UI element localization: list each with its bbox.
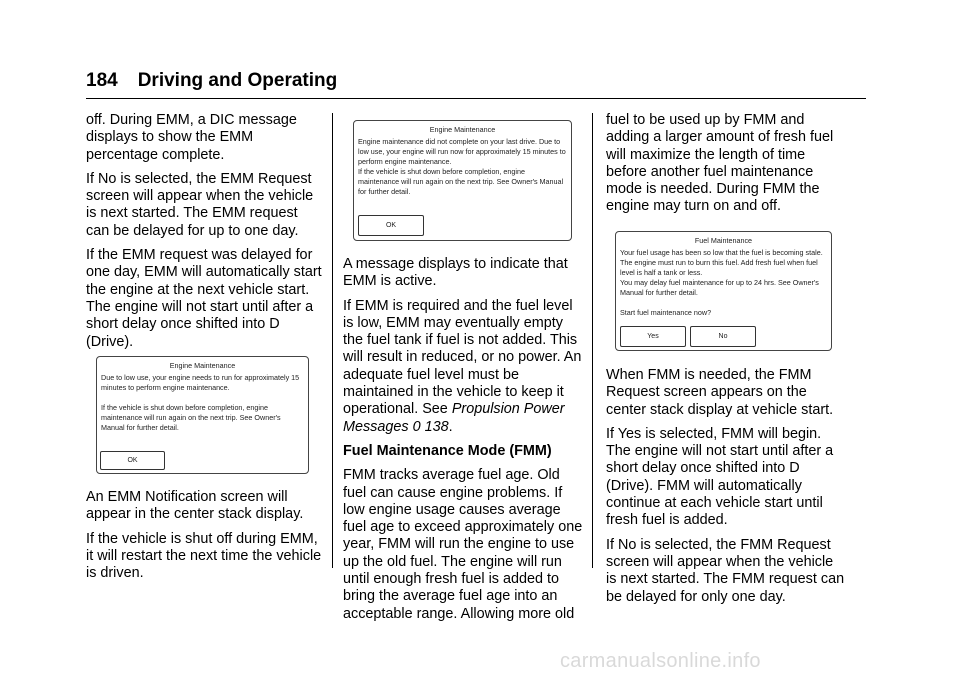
paragraph: If the EMM request was delayed for one day, EMM will automatically start the engine at the next vehicle start. The engine will not start until after a short delay once shifted into D (Drive). — [86, 247, 322, 350]
footer-watermark: carmanualsonline.info — [560, 650, 761, 672]
column-1-lower — [86, 489, 322, 589]
paragraph: If No is selected, the FMM Request screen will appear when the vehicle is next started. The FMM request can be delayed for only one day. — [606, 536, 845, 605]
page-reference: 0 138 — [412, 418, 449, 435]
paragraph: If the vehicle is shut off during EMM, it will restart the next time the vehicle is driven. — [86, 530, 322, 582]
column-2 — [343, 256, 583, 630]
header-rule — [86, 98, 866, 99]
screen-title: Engine Maintenance — [169, 361, 236, 370]
screen-message: Your fuel usage has been so low that the fuel is becoming stale. The engine must run to burn this fuel. Add fresh fuel when fuel level is half a tank or less. You may delay fuel maintenance for up to 24 hrs. See Owner's Manual for further detail. Start fuel maintenance now? — [620, 248, 823, 317]
column-divider-2 — [592, 113, 593, 568]
screen-title: Fuel Maintenance — [694, 236, 753, 245]
cross-reference-link[interactable]: Propulsion Power Messages — [343, 401, 565, 435]
paragraph: A message displays to indicate that EMM is active. — [343, 256, 568, 290]
yes-button[interactable]: Yes — [620, 326, 686, 347]
screen-message: Due to low use, your engine needs to run for approximately 15 minutes to perform engine maintenance. If the vehicle is shut down before completion, engine maintenance will run again on the next trip. See Owner's Manual for further detail. — [101, 373, 300, 432]
paragraph-text: If EMM is required and the fuel level is low, EMM may eventually empty the fuel tank if fuel is not added. This will result in reduced, or no power. An adequate fuel level must be maintained in the vehicle to keep it operational. See — [343, 297, 582, 418]
paragraph-end: . — [448, 418, 453, 435]
page-number: 184 — [86, 70, 118, 91]
no-button[interactable]: No — [690, 326, 756, 347]
paragraph: FMM tracks average fuel age. Old fuel can cause engine problems. If low engine usage causes average fuel age to exceed approximately one year, FMM will run the engine to use up the old fuel. The engine will run until enough fresh fuel is added to bring the average fuel age into an acceptable range. Allowing more old — [343, 467, 583, 622]
section-title: Driving and Operating — [137, 70, 338, 91]
screen-title: Engine Maintenance — [429, 125, 496, 134]
column-1 — [86, 112, 322, 358]
section-heading: Fuel Maintenance Mode (FMM) — [343, 442, 552, 459]
paragraph: When FMM is needed, the FMM Request screen appears on the center stack display at vehicle start. — [606, 367, 834, 418]
paragraph: If Yes is selected, FMM will begin. The engine will not start until after a short delay once shifted into D (Drive). FMM will automatically continue at each vehicle start until fresh fuel is added. — [606, 425, 834, 529]
column-3-lower — [606, 367, 846, 613]
ok-button[interactable]: OK — [358, 215, 424, 236]
column-3 — [606, 112, 846, 223]
screen-message: Engine maintenance did not complete on your last drive. Due to low use, your engine will run now for approximately 15 minutes to perform engine maintenance. If the vehicle is shut down before completion, engine maintenance will run again on the next trip. See Owner's Manual for further detail. — [358, 137, 566, 196]
page-header — [86, 70, 337, 92]
paragraph: fuel to be used up by FMM and adding a larger amount of fresh fuel will maximize the length of time before another fuel maintenance mode is needed. During FMM the engine may turn on and off. — [606, 112, 834, 215]
paragraph: off. During EMM, a DIC message displays to show the EMM percentage complete. — [86, 112, 297, 163]
column-divider-1 — [332, 113, 333, 568]
ok-button[interactable]: OK — [100, 451, 165, 470]
paragraph: An EMM Notification screen will appear in the center stack display. — [86, 489, 304, 523]
paragraph: If No is selected, the EMM Request screen will appear when the vehicle is next started. The EMM request can be delayed for up to one day. — [86, 170, 314, 239]
paragraph — [343, 298, 583, 436]
